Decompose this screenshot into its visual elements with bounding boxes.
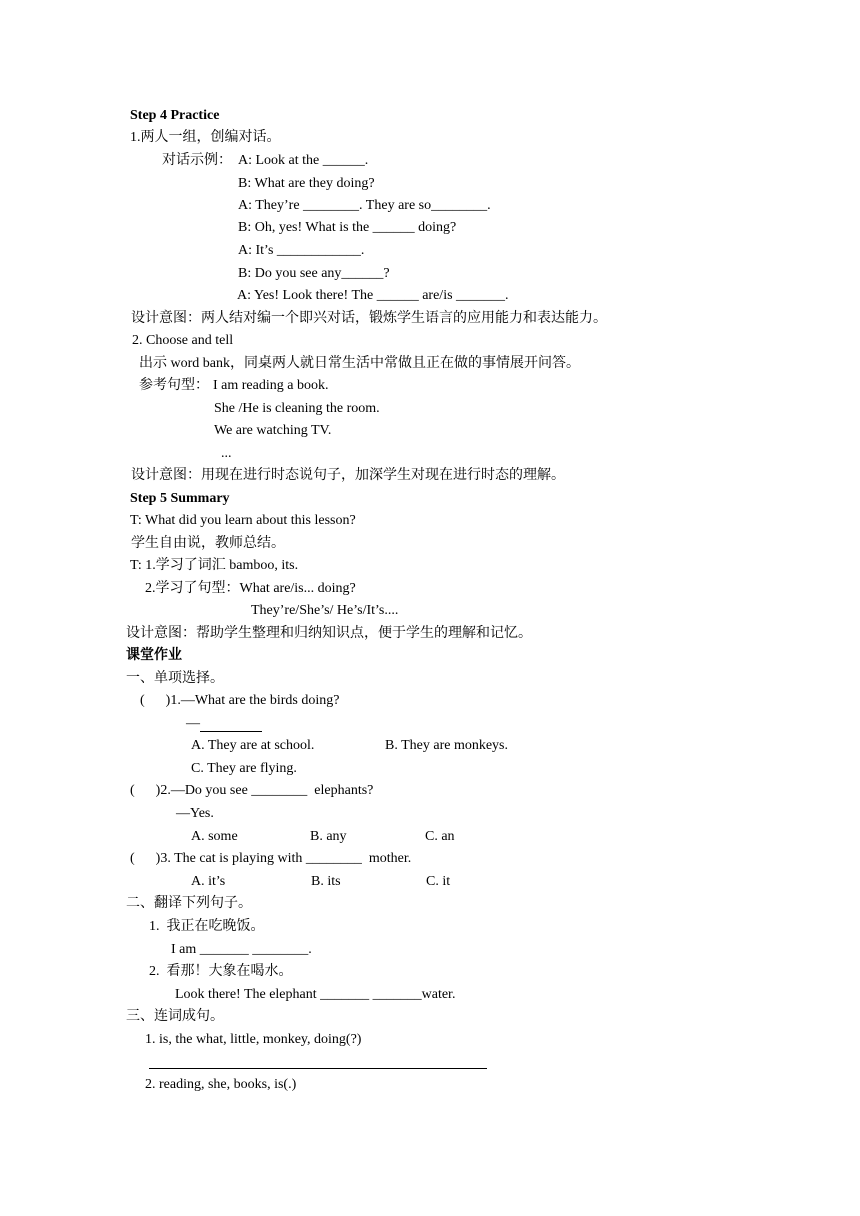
ref-sentence: We are watching TV.: [214, 423, 332, 438]
question-1: ( )1.—What are the birds doing?: [140, 693, 340, 708]
step5-student-line: 学生自由说，教师总结。: [131, 536, 285, 551]
dialogue-line: B: Oh, yes! What is the ______ doing?: [238, 220, 457, 235]
step4-item1: 1.两人一组，创编对话。: [130, 130, 281, 145]
option: A. They are at school.: [191, 738, 315, 753]
part1-title: 一、单项选择。: [126, 671, 224, 686]
question-2-answer: —Yes.: [176, 806, 214, 821]
step5-heading: Step 5 Summary: [130, 491, 230, 506]
ref-sentence: I am reading a book.: [213, 378, 329, 393]
dialogue-line: A: They’re ________. They are so________.: [238, 198, 491, 213]
question-1-dash: —: [186, 716, 200, 731]
option: B. They are monkeys.: [385, 738, 508, 753]
option: A. some: [191, 829, 238, 844]
option: B. its: [311, 874, 341, 889]
dialogue-line: B: What are they doing?: [238, 176, 375, 191]
step4-item2-desc: 出示 word bank，同桌两人就日常生活中常做且正在做的事情展开问答。: [139, 356, 580, 371]
step4-item2: 2. Choose and tell: [132, 333, 234, 348]
design-intent: 设计意图：用现在进行时态说句子，加深学生对现在进行时态的理解。: [131, 468, 565, 483]
dialogue-line: A: Look at the ______.: [238, 153, 369, 168]
option: B. any: [310, 829, 347, 844]
homework-heading: 课堂作业: [126, 648, 182, 663]
answer-blank: [200, 731, 262, 732]
sentence-2: 2. reading, she, books, is(.): [145, 1077, 297, 1092]
ref-sentence: ...: [221, 446, 232, 461]
option: C. They are flying.: [191, 761, 297, 776]
dialogue-line: A: It’s ____________.: [238, 243, 365, 258]
step5-question: T: What did you learn about this lesson?: [130, 513, 356, 528]
ref-sentence: She /He is cleaning the room.: [214, 401, 380, 416]
step5-t2: 2.学习了句型：What are/is... doing?: [145, 581, 356, 596]
ref-label: 参考句型：: [139, 378, 209, 393]
question-3: ( )3. The cat is playing with ________ mother.: [130, 851, 412, 866]
part3-title: 三、连词成句。: [126, 1009, 224, 1024]
step5-t1: T: 1.学习了词汇 bamboo, its.: [130, 558, 299, 573]
question-2: ( )2.—Do you see ________ elephants?: [130, 783, 374, 798]
answer-line: [149, 1068, 487, 1069]
option: C. an: [425, 829, 455, 844]
part2-title: 二、翻译下列句子。: [126, 896, 252, 911]
translate-1: 1. 我正在吃晚饭。: [149, 919, 265, 934]
translate-1-answer: I am _______ ________.: [171, 942, 312, 957]
dialogue-line: A: Yes! Look there! The ______ are/is _______.: [237, 288, 509, 303]
sentence-1: 1. is, the what, little, monkey, doing(?): [145, 1032, 362, 1047]
design-intent: 设计意图：帮助学生整理和归纳知识点，便于学生的理解和记忆。: [126, 626, 532, 641]
option: C. it: [426, 874, 451, 889]
translate-2-answer: Look there! The elephant _______ _______water.: [175, 987, 456, 1002]
dialogue-line: B: Do you see any______?: [238, 266, 390, 281]
translate-2: 2. 看那！大象在喝水。: [149, 964, 293, 979]
dialogue-label: 对话示例：: [162, 153, 232, 168]
step4-heading: Step 4 Practice: [130, 108, 220, 123]
step5-t2b: They’re/She’s/ He’s/It’s....: [251, 603, 399, 618]
design-intent: 设计意图：两人结对编一个即兴对话，锻炼学生语言的应用能力和表达能力。: [131, 311, 607, 326]
option: A. it’s: [191, 874, 226, 889]
